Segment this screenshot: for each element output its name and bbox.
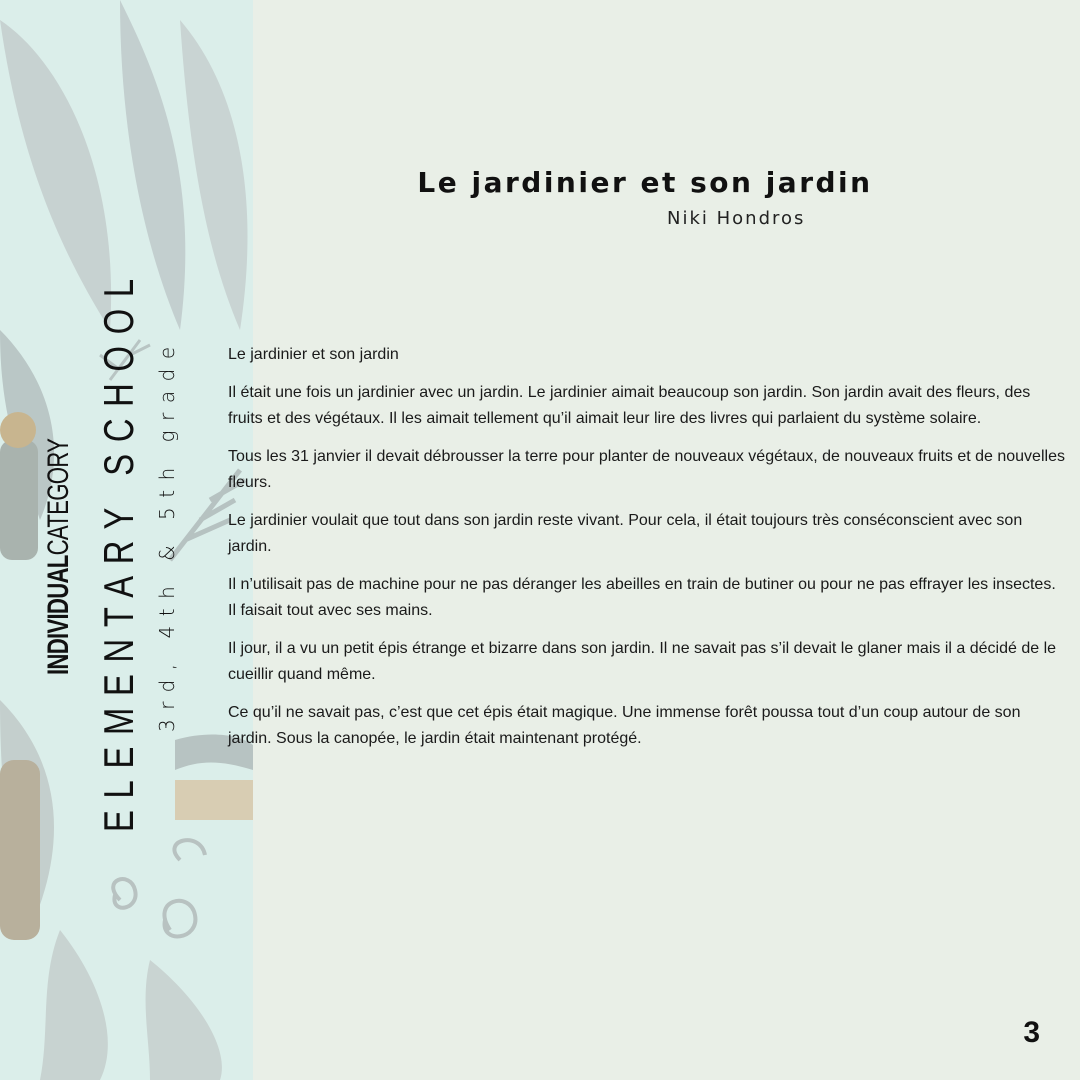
- leaf-shape: [180, 20, 248, 330]
- story-heading: Le jardinier et son jardin: [228, 346, 399, 363]
- leaf-shape: [146, 960, 222, 1080]
- story-body: [228, 342, 1068, 764]
- category-bold: INDIVIDUAL: [42, 555, 75, 675]
- sidebar-panel: [0, 0, 253, 1080]
- story-paragraph: Il n’utilisait pas de machine pour ne pas déranger les abeilles en train de butiner ou pour ne pas effrayer les insectes. Il faisait tout avec ses mains.: [228, 576, 1056, 619]
- category-light: CATEGORY: [42, 438, 75, 556]
- swirl-shape: [174, 840, 205, 860]
- story-paragraph: Ce qu’il ne savait pas, c’est que cet épis était magique. Une immense forêt poussa tout d’un coup autour de son jardin. Sous la canopée, le jardin était maintenant protégé.: [228, 704, 1021, 747]
- figure-shape: [0, 440, 38, 560]
- grade-label: 3rd, 4th & 5th grade: [155, 337, 179, 732]
- story-paragraph: Il était une fois un jardinier avec un jardin. Le jardinier aimait beaucoup son jardin. Son jardin avait des fleurs, des fruits et des végétaux. Il les aimait tellement qu’il aimait leur lire des livres qui parlaient du système solaire.: [228, 384, 1031, 427]
- school-label: ELEMENTARY SCHOOL: [95, 267, 142, 833]
- page-number: 3: [1023, 1016, 1040, 1049]
- category-label: [42, 439, 76, 675]
- wood-shape: [175, 780, 253, 820]
- figure-head: [0, 412, 36, 448]
- story-paragraph: Le jardinier voulait que tout dans son jardin reste vivant. Pour cela, il était toujours très conséconscient avec son jardin.: [228, 512, 1023, 555]
- swirl-shape: [164, 901, 195, 937]
- author-name: Niki Hondros: [667, 208, 806, 229]
- story-paragraph: Il jour, il a vu un petit épis étrange et bizarre dans son jardin. Il ne savait pas s’il devait le glaner mais il a décidé de le cueillir quand même.: [228, 640, 1057, 683]
- figure-shape: [0, 760, 40, 940]
- story-paragraph: Tous les 31 janvier il devait débrousser la terre pour planter de nouveaux végétaux, de nouveaux fruits et de nouvelles fleurs.: [228, 448, 1065, 491]
- leaf-shape: [40, 930, 108, 1080]
- page-title: Le jardinier et son jardin: [417, 166, 873, 199]
- swirl-shape: [113, 879, 135, 908]
